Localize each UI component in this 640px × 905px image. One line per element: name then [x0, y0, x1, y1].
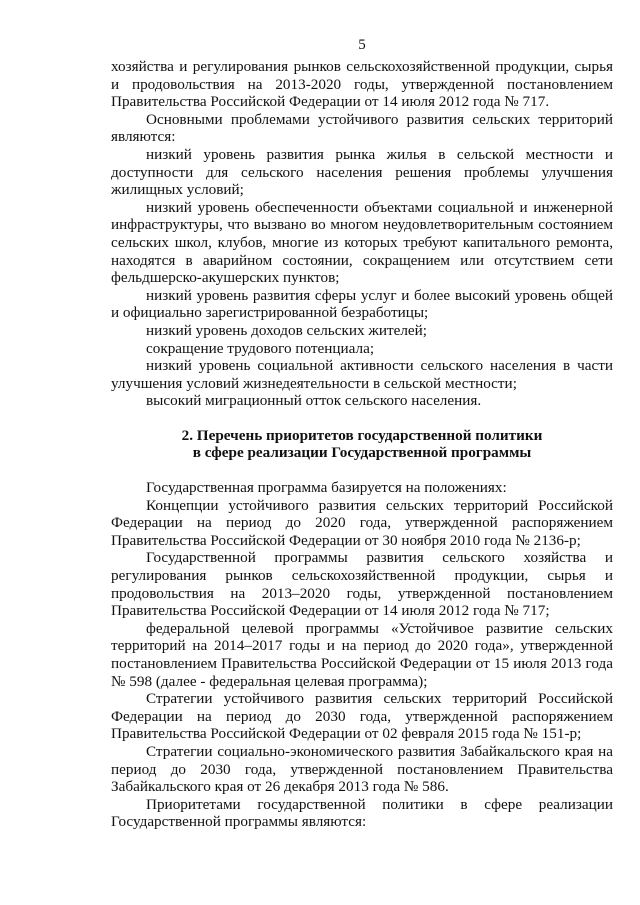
problem-item: высокий миграционный отток сельского населения.	[146, 392, 482, 410]
intro-continuation: хозяйства и регулирования рынков сельскохозяйственной продукции, сырья и продовольствия на 2013-2020 годы, утвержденной постановлением Правительства Российской Федерации от 14 июля 2012 года № 717.	[111, 58, 613, 111]
basis-item: Стратегии социально-экономического развития Забайкальского края на период до 2030 года, утвержденной постановлением Правительства Забайкальского края от 26 декабря 2013 года № 586.	[111, 742, 613, 796]
section-heading-line-1: 2. Перечень приоритетов государственной политики	[181, 426, 543, 444]
document-page	[111, 0, 613, 831]
priorities-lead: Приоритетами государственной политики в сфере реализации Государственной программы являются:	[111, 795, 613, 831]
problem-item: низкий уровень развития рынка жилья в сельской местности и доступности для сельского населения решения проблемы улучшения жилищных условий;	[111, 145, 613, 199]
section-gap	[111, 410, 613, 427]
page-number: 5	[358, 37, 366, 53]
basis-item: Концепции устойчивого развития сельских территорий Российской Федерации на период до 2020 года, утвержденной распоряжением Правительства Российской Федерации от 30 ноября 2010 года № 2136-р;	[111, 496, 613, 549]
problem-item: сокращение трудового потенциала;	[146, 339, 375, 357]
basis-item: Стратегии устойчивого развития сельских территорий Российской Федерации на период до 2030 года, утвержденной распоряжением Правительства Российской Федерации от 02 февраля 2015 года № 151-р;	[111, 690, 613, 743]
problem-item: низкий уровень доходов сельских жителей;	[146, 321, 428, 339]
problem-item: низкий уровень развития сферы услуг и более высокий уровень общей и официально зарегистрированной безработицы;	[111, 286, 613, 322]
problem-item: низкий уровень социальной активности сельского населения в части улучшения условий жизнедеятельности в сельской местности;	[111, 357, 613, 392]
basis-item: федеральной целевой программы «Устойчивое развитие сельских территорий на 2014–2017 годы и на период до 2020 года», утвержденной постановлением Правительства Российской Федерации от 15 июля 2013 года № 598 (далее - федеральная целевая программа);	[111, 619, 613, 690]
section-heading-line-2: в сфере реализации Государственной программы	[192, 444, 532, 462]
basis-item: Государственной программы развития сельского хозяйства и регулирования рынков сельскохозяйственной продукции, сырья и продовольствия на 2013–2020 годы, утвержденной постановлением Правительства Российской Федерации от 14 июля 2012 года № 717;	[111, 549, 613, 620]
document-body	[111, 58, 613, 831]
section-lead: Государственная программа базируется на положениях:	[146, 479, 507, 497]
section-gap	[111, 462, 613, 479]
problems-lead: Основными проблемами устойчивого развития сельских территорий являются:	[111, 110, 613, 146]
problem-item: низкий уровень обеспеченности объектами социальной и инженерной инфраструктуры, что вызвано во многом неудовлетворительным состоянием сельских школ, клубов, многие из которых требуют капитального ремонта, находятся в аварийном состоянии, сокращением или отсутствием сети фельдшерско-акушерских пунктов;	[111, 198, 613, 287]
